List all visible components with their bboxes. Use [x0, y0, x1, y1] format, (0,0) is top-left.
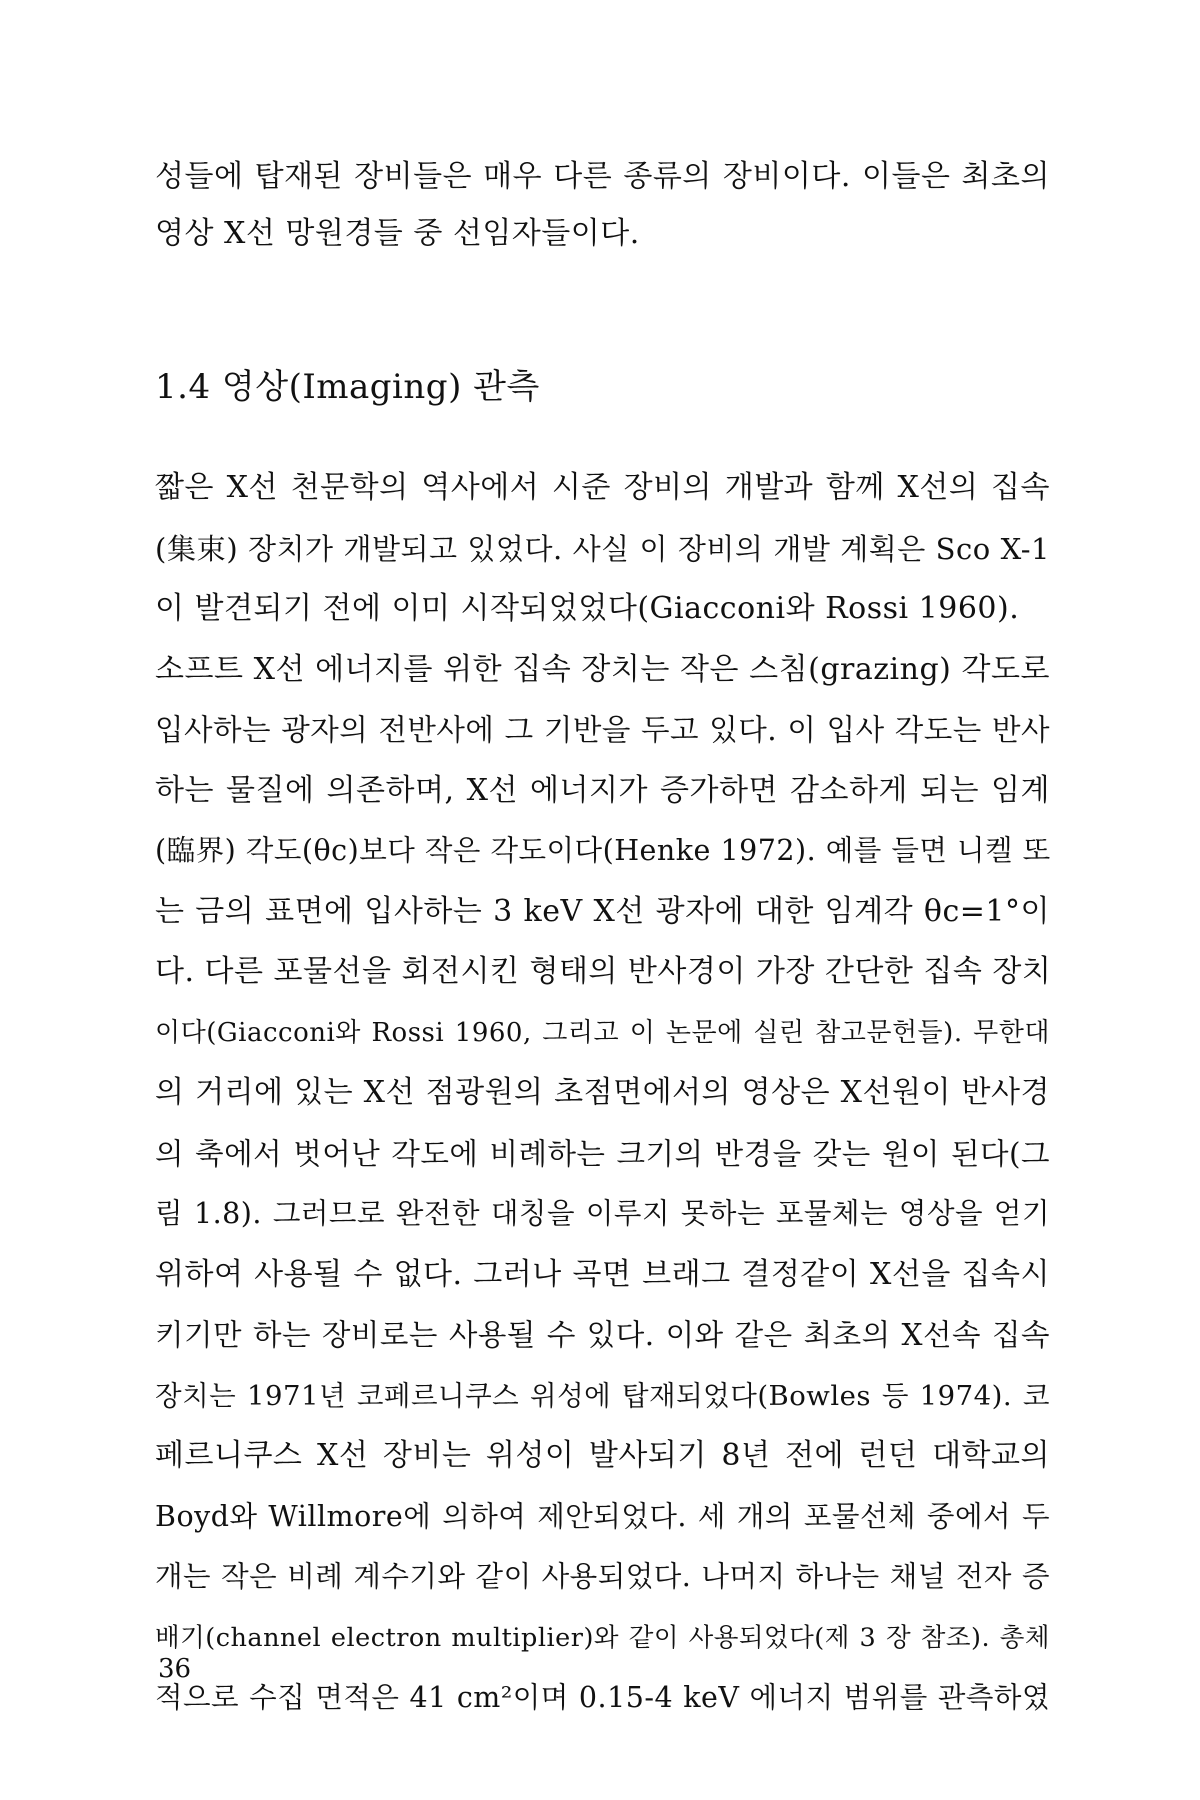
text-line: 영상 X선 망원경들 중 선임자들이다. [155, 216, 640, 251]
text-line: 짧은 X선 천문학의 역사에서 시준 장비의 개발과 함께 X선의 집속 [155, 470, 1050, 505]
text-line: 이다(Giacconi와 Rossi 1960, 그리고 이 논문에 실린 참고문헌들). 무한대 [155, 1017, 1050, 1048]
text-line: 의 거리에 있는 X선 점광원의 초점면에서의 영상은 X선원이 반사경 [155, 1075, 1050, 1110]
intro-paragraph [155, 148, 1050, 262]
text-line: 적으로 수집 면적은 41 cm²이며 0.15-4 keV 에너지 범위를 관측하였 [155, 1681, 1050, 1714]
text-line: 하는 물질에 의존하며, X선 에너지가 증가하면 감소하게 되는 임계 [155, 772, 1050, 808]
text-line: 위하여 사용될 수 없다. 그러나 곡면 브래그 결정같이 X선을 집속시 [155, 1256, 1050, 1292]
text-line: 입사하는 광자의 전반사에 그 기반을 두고 있다. 이 입사 각도는 반사 [155, 713, 1050, 747]
text-line: 다. 다른 포물선을 회전시킨 형태의 반사경이 가장 간단한 집속 장치 [155, 954, 1052, 989]
text-line: 페르니쿠스 X선 장비는 위성이 발사되기 8년 전에 런던 대학교의 [155, 1438, 1050, 1473]
text-line: 의 축에서 벗어난 각도에 비례하는 크기의 반경을 갖는 원이 된다(그 [155, 1136, 1050, 1171]
text-line: 키기만 하는 장비로는 사용될 수 있다. 이와 같은 최초의 X선속 집속 [155, 1318, 1050, 1352]
page-number: 36 [158, 1654, 192, 1684]
text-line: 림 1.8). 그러므로 완전한 대칭을 이루지 못하는 포물체는 영상을 얻기 [155, 1197, 1050, 1230]
text-line: 배기(channel electron multiplier)와 같이 사용되었다(제 3 장 참조). 총체 [155, 1622, 1050, 1653]
text-line: 장치는 1971년 코페르니쿠스 위성에 탑재되었다(Bowles 등 1974). 코 [155, 1379, 1050, 1412]
text-line: 이 발견되기 전에 이미 시작되었었다(Giacconi와 Rossi 1960). [155, 591, 1020, 626]
text-line: 개는 작은 비례 계수기와 같이 사용되었다. 나머지 하나는 채널 전자 증 [155, 1560, 1050, 1593]
section-heading: 1.4 영상(Imaging) 관측 [155, 367, 540, 407]
text-line: (集束) 장치가 개발되고 있었다. 사실 이 장비의 개발 계획은 Sco X-1 [155, 531, 1050, 566]
text-line: 는 금의 표면에 입사하는 3 keV X선 광자에 대한 임계각 θc=1°이 [155, 893, 1050, 929]
body-text [155, 458, 1050, 1729]
text-line: (臨界) 각도(θc)보다 작은 각도이다(Henke 1972). 예를 들면 니켈 또 [155, 834, 1051, 867]
text-line: Boyd와 Willmore에 의하여 제안되었다. 세 개의 포물선체 중에서 두 [155, 1499, 1050, 1533]
text-line: 소프트 X선 에너지를 위한 집속 장치는 작은 스침(grazing) 각도로 [155, 651, 1050, 687]
text-line: 성들에 탑재된 장비들은 매우 다른 종류의 장비이다. 이들은 최초의 [155, 159, 1050, 194]
